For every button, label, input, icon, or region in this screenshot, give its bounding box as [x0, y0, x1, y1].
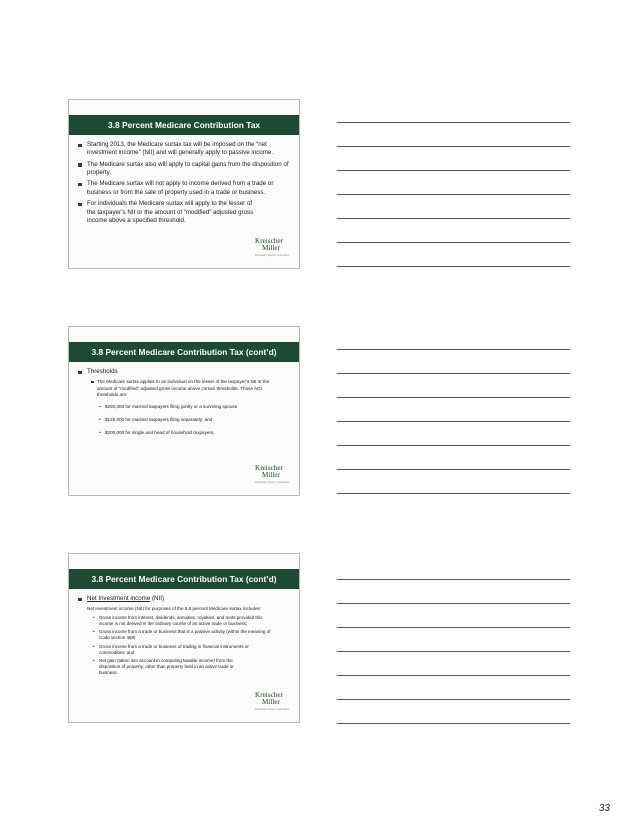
square-bullet-icon	[78, 371, 82, 375]
company-logo: Kreischer Miller Dedicated. Expert. Innovative.	[255, 237, 290, 257]
list-item: • $200,000 for single and head of household taxpayers.	[99, 430, 215, 436]
note-line	[337, 493, 570, 494]
square-bullet-icon	[78, 144, 82, 148]
list-item: • Gross income from a trade or business of trading in financial instruments or commodities; and	[93, 643, 249, 655]
sub-bullet: The Medicare surtax applies to an individual on the lesser of the taxpayer’s NII or the amount of “modified” adjusted gross income above certain thresholds. Those AGI thresholds are:	[75, 379, 293, 398]
slide-body	[75, 141, 293, 228]
note-line	[337, 397, 570, 398]
bullet: Net Investment income (NII)	[75, 595, 293, 603]
bullet: The Medicare surtax will not apply to income derived from a trade or business or from the sale of property used in a trade or business.	[75, 180, 293, 197]
note-line	[337, 421, 570, 422]
slide-title: 3.8 Percent Medicare Contribution Tax (cont’d)	[69, 569, 299, 589]
bullet: Thresholds	[75, 368, 293, 376]
note-line	[337, 194, 570, 195]
square-bullet-icon	[78, 598, 82, 602]
list-item: • Gross income from interest, dividends, annuities, royalties, and rents provided this income is not derived in the ordinary course of an active trade or business;	[93, 614, 263, 626]
slide-3	[68, 553, 300, 723]
note-line	[337, 266, 570, 267]
bullet: Starting 2013, the Medicare surtax tax will be imposed on the “net investment income” (NII) and will generally apply to passive income.	[75, 141, 293, 158]
note-line	[337, 651, 570, 652]
note-line	[337, 699, 570, 700]
list-item: • $125,000 for married taxpayers filing separately; and	[99, 417, 213, 423]
note-line	[337, 469, 570, 470]
slide-title: 3.8 Percent Medicare Contribution Tax	[69, 115, 299, 135]
slide-body	[75, 595, 293, 679]
slide-2	[68, 326, 300, 496]
note-line	[337, 170, 570, 171]
note-line	[337, 146, 570, 147]
square-bullet-icon	[91, 381, 94, 384]
company-logo: Kreischer Miller Dedicated. Expert. Innovative.	[255, 691, 290, 711]
bullet: For individuals the Medicare surtax will apply to the lesser of the taxpayer’s NII or the amount of “modified” adjusted gross income above a specified threshold.	[75, 200, 293, 225]
list-item: • Net gain (taken into account in computing taxable income) from the disposition of property, other than property held in an active trade or business.	[93, 658, 234, 676]
note-line	[337, 445, 570, 446]
slide-title: 3.8 Percent Medicare Contribution Tax (cont’d)	[69, 342, 299, 362]
page-number: 33	[598, 803, 610, 814]
slide-1	[68, 99, 300, 269]
intro-text: Net investment income (NII) for purposes of the 3.8 percent Medicare surtax includes:	[87, 606, 262, 612]
square-bullet-icon	[78, 203, 82, 207]
company-logo: Kreischer Miller Dedicated. Expert. Innovative.	[255, 464, 290, 484]
square-bullet-icon	[78, 163, 82, 167]
note-line	[337, 373, 570, 374]
note-line	[337, 579, 570, 580]
list-item: • $250,000 for married taxpayers filing jointly or a surviving spouse	[99, 403, 238, 409]
square-bullet-icon	[78, 183, 82, 187]
note-line	[337, 218, 570, 219]
slide-body	[75, 368, 293, 444]
note-line	[337, 242, 570, 243]
note-line	[337, 627, 570, 628]
note-line	[337, 122, 570, 123]
note-line	[337, 723, 570, 724]
note-line	[337, 675, 570, 676]
note-line	[337, 349, 570, 350]
note-line	[337, 603, 570, 604]
bullet: The Medicare surtax also will apply to capital gains from the disposition of property.	[75, 161, 293, 178]
list-item: • Gross income from a trade or business that is a passive activity (within the meaning of Code section 469)	[93, 629, 271, 641]
